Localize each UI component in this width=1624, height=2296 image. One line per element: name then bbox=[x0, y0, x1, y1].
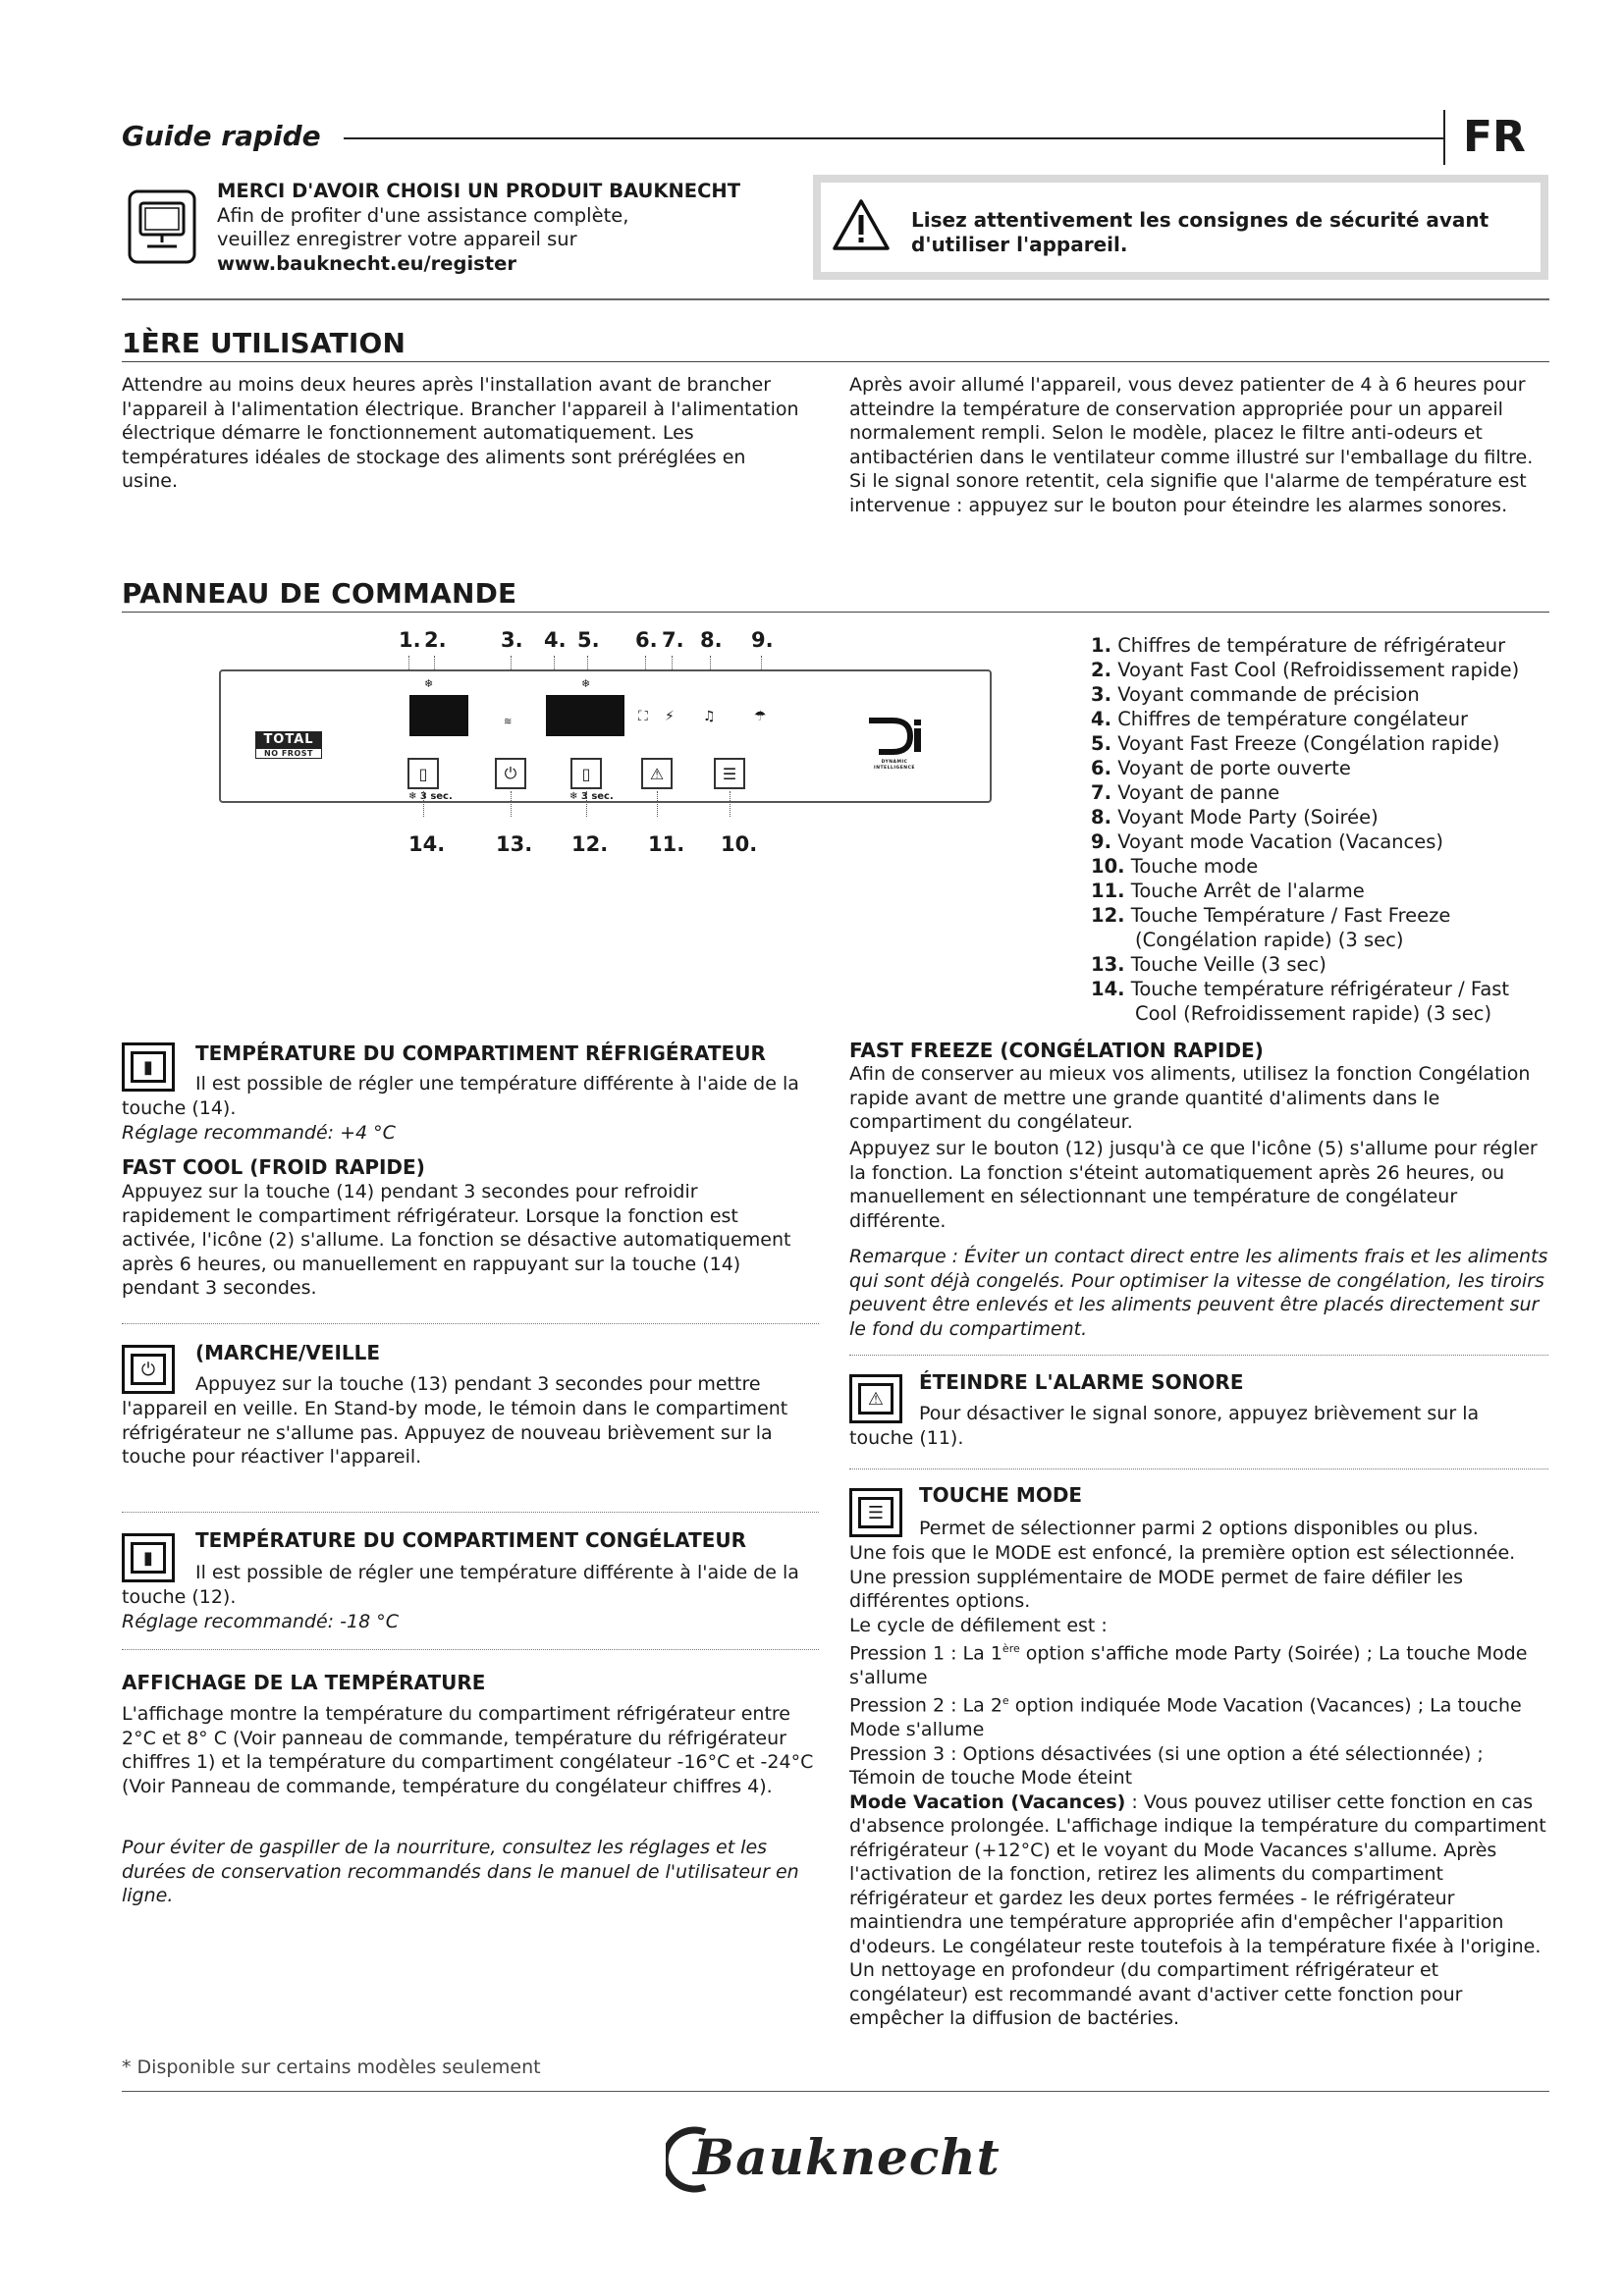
fast-cool-title: FAST COOL (FROID RAPIDE) bbox=[122, 1155, 425, 1179]
mode-text-1: Permet de sélectionner parmi 2 options disponibles ou plus. bbox=[919, 1518, 1479, 1539]
first-use-left-text: Attendre au moins deux heures après l'installation avant de brancher l'appareil à l'alimentation électrique. Brancher l'appareil à l'alimentation électrique démarre le fonctionnement automatiquement. Les températures idéales de stockage des aliments sont préréglées en usine. bbox=[122, 374, 799, 492]
precision-indicator-icon: ≋ bbox=[504, 717, 513, 727]
callout-5: 5. bbox=[577, 628, 600, 652]
legend-item: 3. Voyant commande de précision bbox=[1091, 683, 1420, 706]
callout-1: 1. bbox=[399, 628, 421, 652]
fridge-temp-button[interactable] bbox=[407, 758, 439, 789]
vacation-mode-indicator-icon: ☂ bbox=[754, 709, 767, 724]
first-use-title: 1ÈRE UTILISATION bbox=[122, 327, 406, 359]
callout-7: 7. bbox=[662, 628, 684, 652]
fast-freeze-title: FAST FREEZE (CONGÉLATION RAPIDE) bbox=[849, 1039, 1264, 1062]
alarm-icon: ⚠ bbox=[849, 1374, 902, 1423]
freezer-button-icon: ▯ bbox=[581, 764, 591, 783]
fridge-temperature-display bbox=[409, 695, 468, 736]
callout-11: 11. bbox=[648, 832, 685, 856]
register-link[interactable]: www.bauknecht.eu/register bbox=[217, 251, 516, 275]
standby-text-1: Appuyez sur la touche (13) pendant 3 secondes pour mettre bbox=[195, 1373, 761, 1395]
freezer-3sec-label: ❄ 3 sec. bbox=[569, 791, 614, 802]
alarm-text-1: Pour désactiver le signal sonore, appuyez brièvement sur la bbox=[919, 1403, 1480, 1424]
fault-indicator-icon: ⚡ bbox=[665, 709, 675, 724]
callout-12: 12. bbox=[571, 832, 609, 856]
fast-freeze-text-2: Appuyez sur le bouton (12) jusqu'à ce que l'icône (5) s'allume pour régler la fonction. La fonction s'éteint automatiquement après 26 heures, ou manuellement en sélectionnant une température de congélateur différente. bbox=[849, 1138, 1538, 1232]
display-text: L'affichage montre la température du compartiment réfrigérateur entre 2°C et 8° C (Voir panneau de commande, température du réfrigérateur chiffres 1) et la température du compartiment congélateur -16°C et -24°C (Voir Panneau de commande, température du congélateur chiffres 4). bbox=[122, 1703, 814, 1797]
legend-item: 10. Touche mode bbox=[1091, 855, 1259, 878]
monitor-icon bbox=[128, 189, 196, 264]
first-use-rule bbox=[122, 361, 1549, 362]
legend-item: 12. Touche Température / Fast Freeze bbox=[1091, 904, 1451, 927]
legend-item: 8. Voyant Mode Party (Soirée) bbox=[1091, 806, 1379, 828]
footer-note: * Disponible sur certains modèles seulement bbox=[122, 2056, 541, 2078]
callout-4: 4. bbox=[544, 628, 567, 652]
legend-item: 5. Voyant Fast Freeze (Congélation rapide) bbox=[1091, 732, 1500, 755]
alarm-triangle-icon: ⚠ bbox=[649, 764, 665, 783]
mode-press-3: Pression 3 : Options désactivées (si une option a été sélectionnée) ; Témoin de touche Mode éteint bbox=[849, 1742, 1484, 1789]
callout-10: 10. bbox=[721, 832, 758, 856]
fridge-recommended: Réglage recommandé: +4 °C bbox=[122, 1122, 396, 1144]
fast-freeze-indicator-icon: ❄ bbox=[581, 677, 591, 690]
mode-press-1: Pression 1 : La 1ère option s'affiche mode Party (Soirée) ; La touche Mode s'allume bbox=[849, 1642, 1528, 1688]
warning-line-2: d'utiliser l'appareil. bbox=[911, 233, 1128, 256]
alarm-text-2: touche (11). bbox=[849, 1427, 964, 1449]
freezer-temp-title: TEMPÉRATURE DU COMPARTIMENT CONGÉLATEUR bbox=[195, 1528, 747, 1552]
safety-warning-box bbox=[813, 175, 1548, 280]
freezer-temp-icon: ▮ bbox=[122, 1533, 175, 1582]
standby-icon: ⏻ bbox=[122, 1345, 175, 1394]
callout-3: 3. bbox=[501, 628, 523, 652]
mode-text-2: Une fois que le MODE est enfoncé, la première option est sélectionnée. Une pression supplémentaire de MODE permet de faire défiler les différentes options. bbox=[849, 1542, 1516, 1612]
warning-triangle-icon bbox=[833, 198, 890, 255]
standby-title: (MARCHE/VEILLE bbox=[195, 1341, 381, 1364]
power-icon: ⏻ bbox=[504, 764, 517, 782]
callout-13: 13. bbox=[496, 832, 533, 856]
callout-6: 6. bbox=[635, 628, 658, 652]
page-title: Guide rapide bbox=[122, 120, 321, 152]
legend-item: 7. Voyant de panne bbox=[1091, 781, 1280, 804]
dynamic-intelligence-logo: DYNAMIC INTELLIGENCE bbox=[860, 717, 929, 772]
fridge-temp-title: TEMPÉRATURE DU COMPARTIMENT RÉFRIGÉRATEUR bbox=[195, 1041, 766, 1065]
control-panel-legend bbox=[1091, 633, 1552, 1026]
legend-item: 6. Voyant de porte ouverte bbox=[1091, 757, 1351, 779]
vacation-mode-text: Mode Vacation (Vacances) : Vous pouvez utiliser cette fonction en cas d'absence prolongée. L'affichage indique la température du compartiment réfrigérateur (+12°C) et le voyant du Mode Vacances s'allume. Après l'activation de la fonction, retirez les aliments du compartiment réfrigérateur et gardez les deux portes fermées - le réfrigérateur maintiendra une température appropriée afin d'empêcher l'apparition d'odeurs. Le congélateur reste toutefois à la température fixée à l'origine. Un nettoyage en profondeur (du compartiment réfrigérateur et congélateur) est recommandé avant d'activer cette fonction pour empêcher la diffusion de bactéries. bbox=[849, 1790, 1546, 2030]
total-no-frost-badge: TOTAL NO FROST bbox=[255, 731, 322, 759]
control-panel-rule bbox=[122, 612, 1549, 613]
legend-item: 4. Chiffres de température congélateur bbox=[1091, 708, 1469, 730]
fridge-temp-icon: ▮ bbox=[122, 1042, 175, 1092]
legend-item: 14. Touche température réfrigérateur / Fast bbox=[1091, 978, 1510, 1000]
fridge-3sec-label: ❄ 3 sec. bbox=[408, 791, 453, 802]
first-use-right-text: Après avoir allumé l'appareil, vous devez patienter de 4 à 6 heures pour atteindre la température de conservation appropriée pour un appareil normalement rempli. Selon le modèle, placez le filtre anti-odeurs et antibactérien dans le ventilateur comme illustré sur l'emballage du filtre. Si le signal sonore retentit, cela signifie que l'alarme de température est intervenue : appuyez sur le bouton pour éteindre les alarmes sonores. bbox=[849, 374, 1534, 516]
legend-item: Cool (Refroidissement rapide) (3 sec) bbox=[1135, 1002, 1492, 1025]
callout-9: 9. bbox=[751, 628, 774, 652]
freezer-temp-text-2: touche (12). bbox=[122, 1586, 237, 1608]
mode-title: TOUCHE MODE bbox=[919, 1483, 1083, 1507]
header-bottom-rule bbox=[122, 298, 1549, 300]
freezer-temp-button[interactable] bbox=[570, 758, 602, 789]
header-rule bbox=[344, 137, 1443, 139]
callout-14: 14. bbox=[408, 832, 446, 856]
standby-text-2: l'appareil en veille. En Stand-by mode, le témoin dans le compartiment réfrigérateur ne s'allume pas. Appuyez de nouveau brièvement sur la touche pour réactiver l'appareil. bbox=[122, 1398, 788, 1468]
callout-8: 8. bbox=[700, 628, 723, 652]
legend-item: 13. Touche Veille (3 sec) bbox=[1091, 953, 1326, 976]
legend-item: (Congélation rapide) (3 sec) bbox=[1135, 929, 1404, 951]
door-open-indicator-icon: ⛶ bbox=[638, 709, 648, 724]
mode-list-icon: ☰ bbox=[722, 764, 737, 783]
legend-item: 9. Voyant mode Vacation (Vacances) bbox=[1091, 830, 1444, 853]
thanks-line-2: veuillez enregistrer votre appareil sur bbox=[217, 228, 577, 250]
mode-press-2: Pression 2 : La 2e option indiquée Mode Vacation (Vacances) ; La touche Mode s'allume bbox=[849, 1694, 1522, 1741]
mode-icon: ☰ bbox=[849, 1488, 902, 1537]
fast-freeze-text-1: Afin de conserver au mieux vos aliments, utilisez la fonction Congélation rapide avant de mettre une grande quantité d'aliments dans le compartiment du congélateur. bbox=[849, 1063, 1531, 1133]
control-panel-diagram bbox=[216, 626, 1001, 862]
freezer-temperature-display bbox=[546, 695, 624, 736]
fast-freeze-note: Remarque : Éviter un contact direct entre les aliments frais et les aliments qui sont déjà congelés. Pour optimiser la vitesse de congélation, les tiroirs peuvent être enlevés et les aliments peuvent être placés directement sur le fond du compartiment. bbox=[849, 1246, 1548, 1340]
display-title: AFFICHAGE DE LA TEMPÉRATURE bbox=[122, 1671, 486, 1694]
legend-item: 1. Chiffres de température de réfrigérateur bbox=[1091, 634, 1506, 657]
alarm-off-button[interactable] bbox=[641, 758, 673, 789]
freezer-temp-text-1: Il est possible de régler une température différente à l'aide de la bbox=[195, 1562, 799, 1583]
fridge-button-icon: ▯ bbox=[418, 764, 428, 783]
mode-button[interactable] bbox=[714, 758, 745, 789]
footer-rule bbox=[122, 2091, 1549, 2092]
legend-item: 2. Voyant Fast Cool (Refroidissement rapide) bbox=[1091, 659, 1520, 681]
language-code: FR bbox=[1463, 112, 1526, 162]
warning-line-1: Lisez attentivement les consignes de sécurité avant bbox=[911, 208, 1489, 232]
legend-item: 11. Touche Arrêt de l'alarme bbox=[1091, 880, 1365, 902]
fast-cool-text: Appuyez sur la touche (14) pendant 3 secondes pour refroidir rapidement le compartiment réfrigérateur. Lorsque la fonction est activée, l'icône (2) s'allume. La fonction se désactive automatiquement après 6 heures, ou manuellement en rappuyant sur la touche (14) pendant 3 secondes. bbox=[122, 1181, 791, 1299]
mode-cycle: Le cycle de défilement est : bbox=[849, 1614, 1108, 1636]
fast-cool-indicator-icon: ❄ bbox=[424, 677, 434, 690]
alarm-title: ÉTEINDRE L'ALARME SONORE bbox=[919, 1370, 1244, 1394]
party-mode-indicator-icon: ♫ bbox=[703, 709, 716, 724]
fridge-temp-text-2: touche (14). bbox=[122, 1097, 237, 1119]
fridge-temp-text-1: Il est possible de régler une température différente à l'aide de la bbox=[195, 1073, 799, 1095]
thanks-title: MERCI D'AVOIR CHOISI UN PRODUIT BAUKNECHT bbox=[217, 180, 741, 202]
header-divider bbox=[1443, 110, 1445, 165]
control-panel-title: PANNEAU DE COMMANDE bbox=[122, 577, 517, 610]
callout-2: 2. bbox=[424, 628, 447, 652]
freezer-recommended: Réglage recommandé: -18 °C bbox=[122, 1611, 399, 1632]
thanks-line-1: Afin de profiter d'une assistance complète, bbox=[217, 203, 629, 227]
bauknecht-logo: Bauknecht bbox=[666, 2120, 1000, 2199]
standby-button[interactable] bbox=[495, 758, 526, 789]
display-note: Pour éviter de gaspiller de la nourriture, consultez les réglages et les durées de conservation recommandés dans le manuel de l'utilisateur en ligne. bbox=[122, 1837, 799, 1906]
